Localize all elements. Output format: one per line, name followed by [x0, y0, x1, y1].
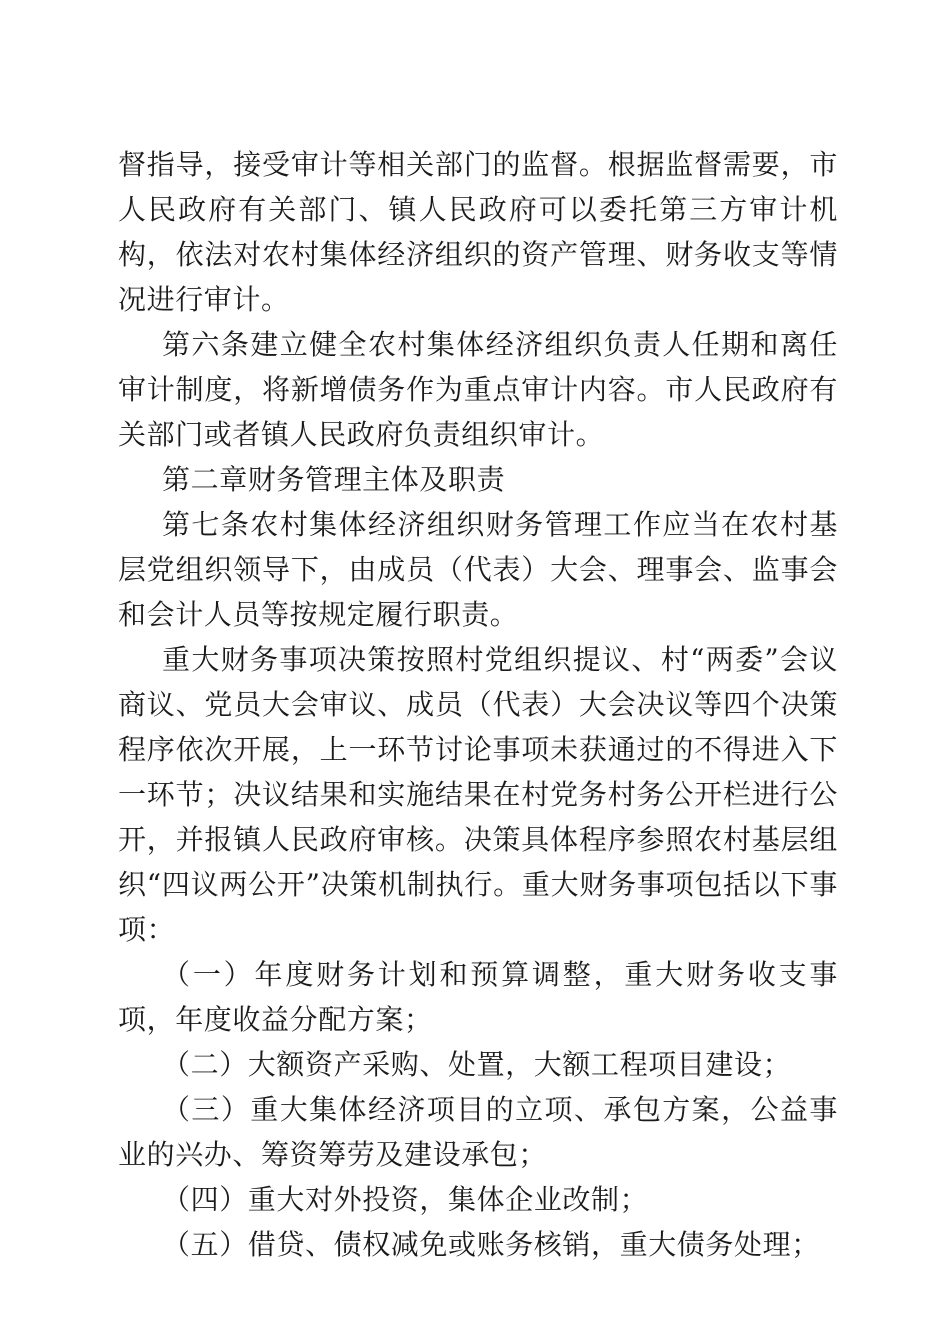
list-item-3: （三）重大集体经济项目的立项、承包方案，公益事业的兴办、筹资筹劳及建设承包；	[118, 1093, 838, 1171]
document-page	[118, 142, 838, 1267]
list-item-2: （二）大额资产采购、处置，大额工程项目建设；	[162, 1048, 792, 1081]
paragraph-continuation-supervision: 督指导，接受审计等相关部门的监督。根据监督需要，市人民政府有关部门、镇人民政府可以委托第三方审计机构，依法对农村集体经济组织的资产管理、财务收支等情况进行审计。	[118, 148, 838, 316]
chapter-2-heading: 第二章财务管理主体及职责	[162, 463, 506, 496]
paragraph-article-6: 第六条建立健全农村集体经济组织负责人任期和离任审计制度，将新增债务作为重点审计内容。市人民政府有关部门或者镇人民政府负责组织审计。	[118, 328, 838, 451]
list-item-4: （四）重大对外投资，集体企业改制；	[162, 1183, 649, 1216]
paragraph-article-7: 第七条农村集体经济组织财务管理工作应当在农村基层党组织领导下，由成员（代表）大会、理事会、监事会和会计人员等按规定履行职责。	[118, 508, 838, 631]
paragraph-major-financial-matters: 重大财务事项决策按照村党组织提议、村“两委”会议商议、党员大会审议、成员（代表）大会决议等四个决策程序依次开展，上一环节讨论事项未获通过的不得进入下一环节；决议结果和实施结果在村党务村务公开栏进行公开，并报镇人民政府审核。决策具体程序参照农村基层组织“四议两公开”决策机制执行。重大财务事项包括以下事项：	[118, 643, 839, 946]
list-item-1: （一）年度财务计划和预算调整，重大财务收支事项，年度收益分配方案；	[118, 958, 838, 1036]
list-item-5: （五）借贷、债权减免或账务核销，重大债务处理；	[162, 1228, 820, 1261]
